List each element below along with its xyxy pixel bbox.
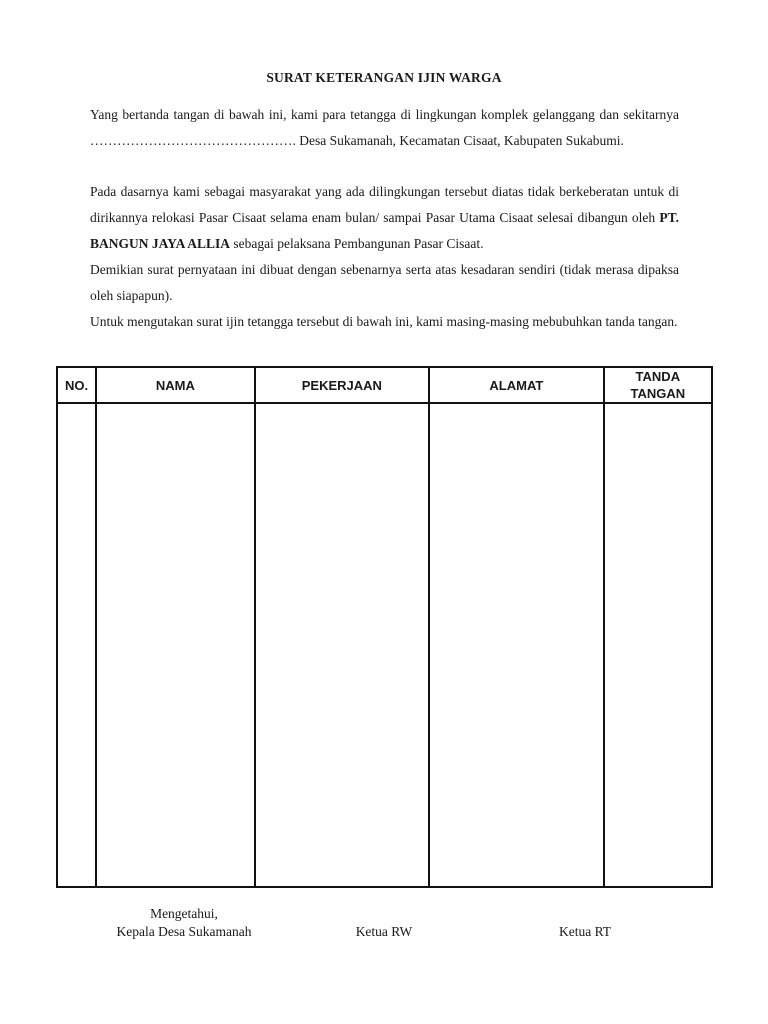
- statement-paragraph: [90, 179, 679, 256]
- intro-paragraph: Yang bertanda tangan di bawah ini, kami para tetangga di lingkungan komplek gelanggang dan sekitarnya ………………………………………. Desa Sukamanah, Kecamatan Cisaat, Kabupaten Sukabumi.: [90, 107, 679, 148]
- header-tanda-line2: TANGAN: [630, 386, 686, 401]
- table-row: [57, 403, 712, 887]
- footer-kepala-desa-title: Kepala Desa Sukamanah: [116, 924, 252, 939]
- cell-pekerjaan: [255, 403, 430, 887]
- table-header-row: [57, 367, 712, 403]
- header-alamat: ALAMAT: [429, 367, 604, 403]
- footer-kepala-desa: [96, 905, 272, 941]
- cell-alamat: [429, 403, 604, 887]
- footer-mengetahui: Mengetahui,: [150, 906, 218, 921]
- footer-ketua-rt: Ketua RT: [558, 924, 612, 939]
- statement-text-start: Pada dasarnya kami sebagai masyarakat yang ada dilingkungan tersebut diatas tidak berkeberatan untuk di dirikannya relokasi Pasar Cisaat selama enam bulan/ sampai Pasar Utama Cisaat selesai dibangun oleh: [90, 184, 679, 225]
- company-name: PT. BANGUN JAYA ALLIA: [90, 209, 679, 251]
- signature-instruction-paragraph: Untuk mengutakan surat ijin tetangga tersebut di bawah ini, kami masing-masing mebubuhkan tanda tangan.: [90, 314, 678, 329]
- statement-text-end: sebagai pelaksana Pembangunan Pasar Cisaat.: [230, 235, 484, 251]
- declaration-paragraph: Demikian surat pernyataan ini dibuat dengan sebenarnya serta atas kesadaran sendiri (tidak merasa dipaksa oleh siapapun).: [90, 262, 679, 303]
- cell-nama: [96, 403, 254, 887]
- header-tanda-line1: TANDA: [635, 369, 681, 384]
- cell-tanda-tangan: [604, 403, 712, 887]
- header-tanda-tangan: [604, 367, 712, 403]
- header-pekerjaan: PEKERJAAN: [255, 367, 430, 403]
- cell-no: [57, 403, 96, 887]
- header-no: NO.: [57, 367, 96, 403]
- signature-table: [56, 366, 713, 888]
- document-title: SURAT KETERANGAN IJIN WARGA: [266, 70, 502, 85]
- header-nama: NAMA: [96, 367, 254, 403]
- footer-ketua-rw: Ketua RW: [355, 924, 413, 939]
